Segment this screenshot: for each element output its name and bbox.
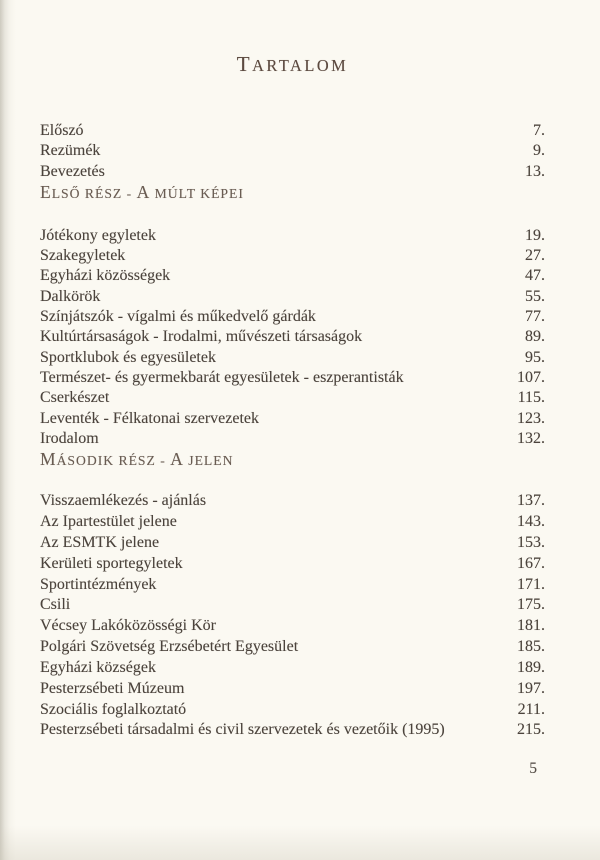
toc-entry-title: Az ESMTK jelene [40, 533, 160, 551]
toc-entry [40, 616, 545, 637]
toc-entry-title: Egyházi községek [40, 658, 156, 676]
toc-entry-title: Sportklubok és egyesületek [40, 348, 216, 366]
toc-entry-page: 13. [525, 162, 545, 180]
toc-entry-page: 95. [525, 348, 545, 366]
toc-entry-title: Csili [40, 596, 71, 614]
toc-entry [40, 226, 545, 246]
toc-entry-title: Sportintézmények [40, 575, 157, 593]
toc-entry-page: 19. [525, 226, 545, 244]
toc-entry-title: Vécsey Lakóközösségi Kör [40, 617, 216, 635]
toc-entry-page: 115. [517, 389, 545, 407]
toc-entry-title: Bevezetés [40, 162, 105, 180]
toc-entry [40, 246, 545, 266]
toc-entry-title: Polgári Szövetség Erzsébetért Egyesület [40, 638, 299, 656]
toc-entry-page: 175. [517, 596, 545, 614]
toc-content [40, 0, 545, 778]
toc-entry-page: 55. [525, 287, 545, 305]
toc-entry-page: 211. [517, 700, 545, 718]
toc-entry [40, 720, 545, 741]
toc-entry-title: Kerületi sportegyletek [40, 554, 183, 572]
toc-entry-title: Színjátszók - vígalmi és műkedvelő gárdák [40, 308, 316, 326]
toc-section-part2 [40, 491, 545, 741]
toc-entry [40, 491, 545, 512]
toc-entry-page: 132. [517, 429, 545, 447]
toc-entry-title: Irodalom [40, 429, 99, 447]
toc-entry-title: Pesterzsébeti Múzeum [40, 679, 185, 697]
toc-entry [40, 679, 545, 700]
toc-entry-page: 137. [517, 492, 545, 510]
toc-entry-title: Cserkészet [40, 389, 110, 407]
toc-entry [40, 162, 545, 182]
toc-entry-page: 181. [517, 617, 545, 635]
toc-entry-title: Dalkörök [40, 287, 101, 305]
toc-entry [40, 327, 545, 347]
toc-entry [40, 266, 545, 286]
toc-entry-title: Kultúrtársaságok - Irodalmi, művészeti társaságok [40, 328, 363, 346]
toc-entry-page: 215. [517, 721, 545, 739]
toc-entry [40, 554, 545, 575]
toc-entry [40, 533, 545, 554]
toc-entry-page: 9. [533, 142, 545, 160]
toc-entry-title: Leventék - Félkatonai szervezetek [40, 409, 259, 427]
toc-entry [40, 575, 545, 596]
toc-entry [40, 429, 545, 449]
toc-entry-page: 171. [517, 575, 545, 593]
toc-entry-title: Visszaemlékezés - ajánlás [40, 492, 207, 510]
toc-entry-page: 167. [517, 554, 545, 572]
toc-entry [40, 348, 545, 368]
toc-entry-page: 47. [525, 267, 545, 285]
toc-entry [40, 388, 545, 408]
toc-entry-page: 197. [517, 679, 545, 697]
toc-entry [40, 307, 545, 327]
toc-entry-title: Természet- és gyermekbarát egyesületek - eszperantisták [40, 368, 404, 386]
toc-entry-title: Az Ipartestület jelene [40, 513, 177, 530]
toc-entry-title: Szociális foglalkoztató [40, 700, 187, 718]
toc-entry [40, 595, 545, 616]
toc-entry-page: 89. [525, 328, 545, 346]
toc-entry-title: Jótékony egyletek [40, 226, 156, 244]
toc-entry-title: Egyházi közösségek [40, 267, 171, 285]
toc-entry-title: Előszó [40, 122, 84, 139]
toc-entry [40, 368, 545, 388]
page-title: TARTALOM [236, 52, 349, 76]
toc-entry [40, 409, 545, 429]
toc-entry-page: 123. [517, 409, 545, 427]
toc-entry-page: 153. [517, 533, 545, 551]
toc-entry-title: Szakegyletek [40, 247, 126, 265]
page-number: 5 [529, 760, 537, 778]
toc-entry-page: 7. [533, 122, 545, 139]
section-heading-part2: MÁSODIK RÉSZ - A JELEN [40, 449, 234, 470]
toc-entry-page: 77. [525, 308, 545, 326]
toc-entry [40, 658, 545, 679]
toc-entry-title: Pesterzsébeti társadalmi és civil szervezetek és vezetőik (1995) [40, 721, 445, 739]
toc-entry [40, 287, 545, 307]
toc-entry-page: 189. [517, 658, 545, 676]
toc-entry [40, 700, 545, 721]
toc-entry [40, 141, 545, 161]
section-heading-part1: ELSŐ RÉSZ - A MÚLT KÉPEI [40, 181, 244, 202]
toc-entry [40, 121, 545, 141]
toc-entry [40, 637, 545, 658]
toc-entry-page: 143. [517, 513, 545, 530]
toc-entry-page: 185. [517, 638, 545, 656]
toc-entry-page: 107. [517, 368, 545, 386]
toc-entry-title: Rezümék [40, 142, 101, 160]
toc-entry [40, 512, 545, 533]
toc-entry-page: 27. [525, 247, 545, 265]
toc-front-matter [40, 121, 545, 182]
toc-section-part1 [40, 226, 545, 449]
